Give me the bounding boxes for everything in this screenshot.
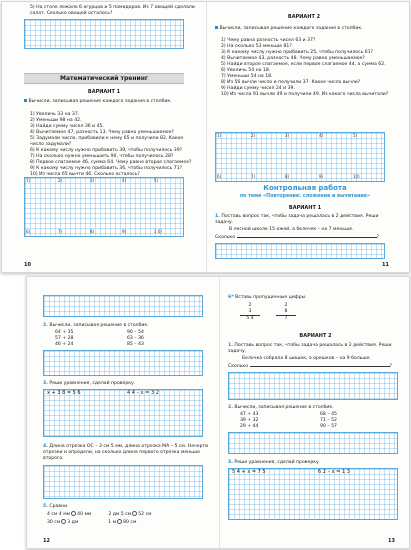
task-number: 2. [43,323,48,328]
page-number: 12 [43,538,50,544]
task-1-story: Белочка собрала 8 шишек, а орешков – на 9 больше. [242,356,371,361]
answer-label: Сколько [228,364,249,369]
cell-label: 9) [122,229,127,234]
cell-label: 6) [26,229,31,234]
task-number: 3. [43,381,48,386]
list-item: 3) К какому числу нужно прибавить 25, чтобы получилось 61? [221,50,374,55]
answer-grid-10-cells[interactable] [24,177,184,237]
answer-end: ? [376,235,379,240]
cell-label: 7) [58,229,63,234]
cell-label: 3) [285,133,290,138]
puzzle-row: 3 [248,309,252,314]
task-number: 1. [228,343,233,348]
answer-grid[interactable] [43,350,203,376]
cell-label: 8) [90,229,95,234]
cell-label: 5) [154,178,159,183]
task-intro-text: Вычисли, записывая решение каждого задания в столбик. [28,99,172,104]
list-item: 2) Уменьши 98 на 42. [30,118,82,123]
list-item: 5) Задумали число, прибавили к нему 65 и получили 82. Какое число задумали? [30,136,184,147]
task-2-text: Вычисли, записывая решение в столбик. [234,405,334,410]
compare-row-2 [47,519,217,526]
cell-label: 5) [353,133,358,138]
task-intro [24,99,189,105]
task-number: 6* [228,295,234,300]
expression: 47 + 43 [240,412,259,417]
compare-value: 52 см [138,512,152,517]
expr-column-2 [320,412,337,430]
variant-heading: ВАРИАНТ 1 [87,89,121,95]
page-number: 10 [24,262,31,268]
task-list [30,112,192,178]
answer-label: Сколько [215,235,236,240]
expression: 90 – 57 [320,424,337,429]
list-item: 9) Найди сумму чисел 24 и 39. [221,86,295,91]
page-11 [207,2,411,272]
answer-grid[interactable] [43,465,203,499]
answer-blank[interactable] [250,363,390,367]
answer-grid[interactable] [215,243,385,259]
puzzle-row: 2 [284,303,288,308]
list-item: 8) Из 56 вычли число и получили 37. Какое число вычли? [221,80,361,85]
cell-label: 9) [319,174,324,179]
spread-pages-10-11 [1,1,410,273]
expression: 46 + 24 [55,342,74,347]
list-item: 1) Увеличь 33 на 37. [30,112,80,117]
page-13 [220,277,411,548]
expr-column-2 [127,330,144,348]
test-subtitle: по теме «Повторение: сложение и вычитание» [239,194,371,199]
task-3-text: Реши уравнения, сделай проверку. [234,460,321,465]
answer-line [215,234,395,241]
task-1-story: В лесной школе 15 ежей, а белочек – на 7 меньше. [229,227,354,232]
task-list [221,38,393,98]
equation-grid[interactable] [228,468,398,520]
expression: 90 – 54 [127,330,144,335]
cell-label: 2) [58,178,63,183]
compare-value: 30 см [47,520,61,525]
cell-label: 8) [285,174,290,179]
cell-label: 4) [319,133,324,138]
compare-value: 1 м [108,520,117,525]
spread-pages-12-13 [26,276,410,549]
answer-line [228,363,406,370]
puzzle-row: 7 [276,315,296,322]
equation-1: x + 3 8 = 5 6 [47,390,81,396]
answer-grid[interactable] [24,19,184,49]
variant-heading: ВАРИАНТ 2 [299,333,332,339]
variant-heading: ВАРИАНТ 2 [287,14,321,20]
answer-grid[interactable] [228,372,398,400]
list-item: 4) Вычитаемое 43, разность 48. Чему равно уменьшаемое? [221,56,365,61]
cell-label: 10) [353,174,360,179]
list-item: 1) Чему равна разность чисел 63 и 37? [221,38,316,43]
equation-grid[interactable] [43,389,203,437]
test-title: Контрольная работа [263,184,347,192]
task-5 [43,504,213,510]
task-1-text: Поставь вопрос так, чтобы задача решалась в 2 действия. Реши задачу. [215,214,379,225]
expression: 63 – 36 [127,336,144,341]
expr-column-1 [240,412,258,430]
problem-5-text: 5) На столе лежало 6 огурцов и 5 помидоров. Из 7 овощей сделали салат. Сколько овощей осталось? [30,5,195,16]
task-5-text: Сравни. [49,504,69,509]
compare-circle[interactable] [117,519,122,524]
equation-2: 4 4 – x = 3 2 [127,390,159,396]
compare-value: 3 дм [67,520,79,525]
page-12 [27,277,219,548]
bullet-icon [215,26,218,29]
task-3 [228,460,406,466]
task-number: 1. [215,214,220,219]
task-3 [43,381,213,387]
task-4 [43,444,213,462]
task-6-text: Вставь пропущенные цифры. [235,295,307,300]
expression: 57 + 28 [55,336,74,341]
answer-grid[interactable] [228,432,398,454]
list-item: 10) Из числа 91 вычли 49 и получили 49. Из какого числа вычитали? [221,92,389,97]
compare-circle[interactable] [61,519,66,524]
expression: 85 – 43 [127,342,144,347]
compare-value: 80 см [123,520,137,525]
task-number: 2. [228,405,233,410]
bullet-icon [24,99,27,102]
answer-grid[interactable] [43,295,203,317]
cell-label: 1 0) [154,229,162,234]
variant-heading: ВАРИАНТ 1 [288,205,322,211]
task-1 [215,214,395,226]
cell-label: 1) [217,133,222,138]
task-number: 4. [43,444,48,449]
section-banner: Математический тренинг [24,73,184,84]
expression: 39 + 32 [240,418,259,423]
task-1 [228,343,406,355]
list-item: 3) Найди сумму чисел 36 и 45. [30,124,104,129]
compare-value: 2 дм 5 см [108,512,132,517]
list-item: 6) Увеличь 54 на 18. [221,68,271,73]
digit-puzzle-2 [276,303,296,322]
cell-label: 1) [26,178,31,183]
digit-puzzle-1 [240,303,260,322]
list-item: 7) Уменьши 54 на 18. [221,74,273,79]
task-1-text: Поставь вопрос так, чтобы задача решалась в 2 действия. Реши задачу. [228,343,392,354]
answer-end: ? [389,364,392,369]
expression: 68 – 45 [320,412,337,417]
puzzle-row: 5 4 [240,315,260,322]
cell-label: 4) [122,178,127,183]
list-item: 6) К какому числу нужно прибавить 39, чтобы получилось 39? [30,148,183,153]
task-intro-text: Вычисли, записывая решение каждого задания в столбик. [219,26,363,31]
task-number: 3. [228,460,233,465]
puzzle-row: 2 [248,303,252,308]
cell-label: 7) [251,174,256,179]
page-number: 11 [382,262,389,268]
expr-column-1 [55,330,73,348]
task-2 [43,323,213,329]
list-item: 5) Найди второе слагаемое, если первое слагаемое 44, а сумма 62. [221,62,386,67]
compare-value: 40 мм [77,512,92,517]
task-intro [215,26,393,32]
expression: 29 + 44 [240,424,259,429]
expression: 71 – 52 [320,418,337,423]
task-number: 5. [43,504,48,509]
list-item: 7) На сколько нужно уменьшить 90, чтобы получилось 28? [30,154,174,159]
page-number: 13 [388,538,395,544]
puzzle-row: 8 [284,309,288,314]
cell-label: 6) [217,174,222,179]
task-4-text: Длина отрезка ОС – 3 см 5 мм, длина отрезка МА – 5 см. Начерти отрезки и определи, на сколько длина первого отрезка меньше второго. [43,444,209,461]
list-item: 10) Из числа 65 вычти 46. Сколько осталось? [30,172,140,177]
task-2 [228,405,406,411]
answer-blank[interactable] [237,234,377,238]
compare-circle[interactable] [71,511,76,516]
list-item: 9) К какому числу нужно прибавить 36, чтобы получилось 71? [30,166,183,171]
cell-label: 2) [251,133,256,138]
cell-label: 3) [90,178,95,183]
compare-row-1 [47,511,217,518]
compare-circle[interactable] [132,511,137,516]
list-item: 2) На сколько 53 меньше 81? [221,44,292,49]
expression: 64 + 35 [55,330,74,335]
compare-value: 4 см 4 мм [47,512,71,517]
task-2-text: Вычисли, записывая решение в столбик. [49,323,149,328]
task-6 [228,295,403,301]
page-10 [2,2,206,272]
equation-2: 6 2 – x = 1 3 [318,469,350,475]
task-3-text: Реши уравнения, сделай проверку. [49,381,136,386]
list-item: 8) Первое слагаемое 46, сумма 64. Чему равно второе слагаемое? [30,160,192,165]
list-item: 4) Вычитаемое 47, разность 13. Чему равно уменьшаемое? [30,130,174,135]
equation-1: 5 4 + x = 7 5 [232,469,266,475]
